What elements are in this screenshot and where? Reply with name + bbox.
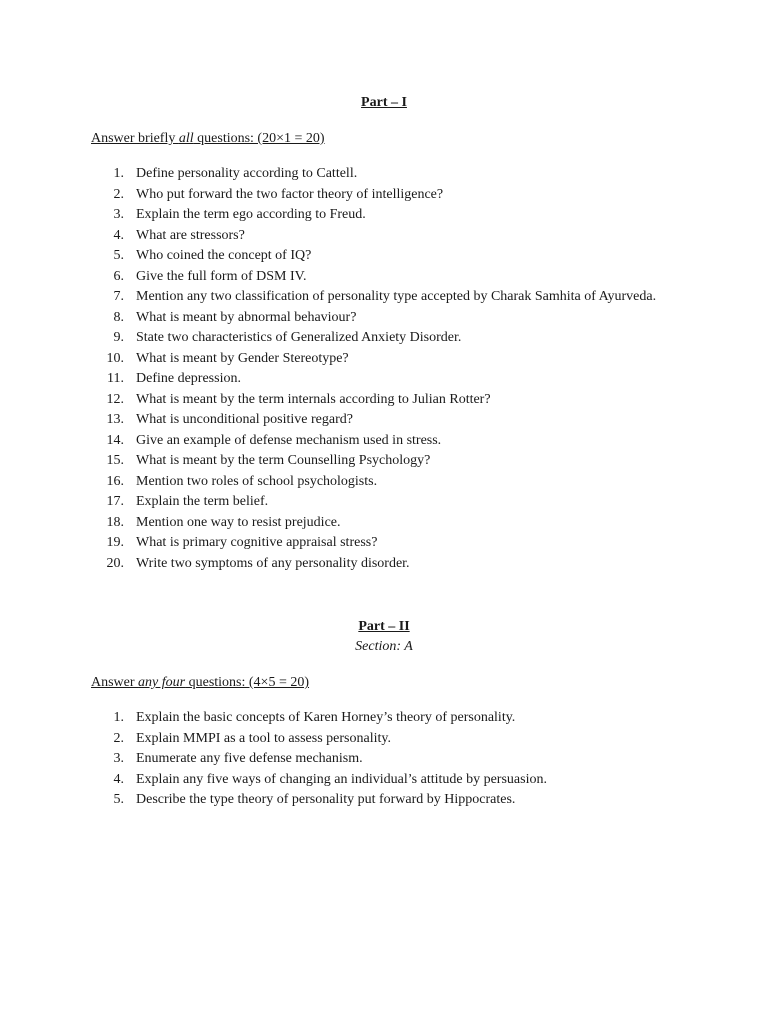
question-number: 1. xyxy=(113,166,124,181)
part-2-question-list xyxy=(91,708,679,811)
question-number: 14. xyxy=(106,432,124,448)
question-item xyxy=(91,790,679,811)
question-number: 4. xyxy=(113,227,124,243)
part-1-instruction xyxy=(91,130,325,148)
question-number: 6. xyxy=(113,268,124,284)
question-text: Give the full form of DSM IV. xyxy=(136,268,307,284)
part-2-section-label: Section: A xyxy=(355,639,413,654)
question-text: What is meant by the term internals according to Julian Rotter? xyxy=(136,391,491,407)
part-2-instruction-suffix: questions: (4×5 = 20) xyxy=(185,675,310,690)
question-item xyxy=(91,205,679,226)
question-text: Explain the term belief. xyxy=(136,494,269,509)
question-text: What is meant by the term Counselling Psychology? xyxy=(136,453,431,468)
question-text: Explain the term ego according to Freud. xyxy=(136,207,366,222)
question-item xyxy=(91,533,679,554)
question-text: What is primary cognitive appraisal stress? xyxy=(136,535,378,550)
question-text: Enumerate any five defense mechanism. xyxy=(136,751,363,766)
part-1-instruction-emphasis: all xyxy=(178,131,194,146)
question-item xyxy=(91,770,679,791)
question-text: Write two symptoms of any personality disorder. xyxy=(136,555,410,571)
question-text: Describe the type theory of personality put forward by Hippocrates. xyxy=(136,792,516,807)
question-item xyxy=(91,554,679,575)
part-1-title: Part – I xyxy=(361,95,407,110)
question-number: 20. xyxy=(106,555,124,571)
question-number: 4. xyxy=(113,771,124,787)
part-1-instruction-suffix: questions: (20×1 = 20) xyxy=(193,131,325,146)
question-item xyxy=(91,287,679,308)
part-2-instruction xyxy=(91,674,309,692)
part-1-instruction-prefix: Answer briefly xyxy=(91,131,179,146)
question-number: 9. xyxy=(113,330,124,345)
question-number: 3. xyxy=(113,751,124,766)
question-text: Mention two roles of school psychologists. xyxy=(136,473,378,489)
question-item xyxy=(91,729,679,750)
question-number: 16. xyxy=(106,473,124,489)
question-number: 2. xyxy=(113,186,124,202)
question-item xyxy=(91,246,679,267)
question-item xyxy=(91,492,679,513)
question-number: 11. xyxy=(107,371,124,386)
question-item xyxy=(91,226,679,247)
question-item xyxy=(91,328,679,349)
question-number: 5. xyxy=(113,248,124,263)
question-item xyxy=(91,749,679,770)
question-text: Define depression. xyxy=(136,371,241,386)
question-number: 7. xyxy=(113,289,124,304)
question-number: 5. xyxy=(113,792,124,807)
question-item xyxy=(91,410,679,431)
question-number: 17. xyxy=(106,494,124,509)
question-text: Who put forward the two factor theory of intelligence? xyxy=(136,186,444,202)
question-text: Give an example of defense mechanism used in stress. xyxy=(136,432,442,448)
question-text: Explain MMPI as a tool to assess personality. xyxy=(136,730,391,746)
question-number: 12. xyxy=(106,391,124,407)
question-text: Explain the basic concepts of Karen Horney’s theory of personality. xyxy=(136,710,516,725)
question-text: What is meant by Gender Stereotype? xyxy=(136,350,349,366)
question-item xyxy=(91,349,679,370)
question-text: What is unconditional positive regard? xyxy=(136,412,353,427)
question-item xyxy=(91,164,679,185)
question-number: 2. xyxy=(113,730,124,746)
part-2-instruction-prefix: Answer xyxy=(91,675,139,690)
question-item xyxy=(91,390,679,411)
question-text: Who coined the concept of IQ? xyxy=(136,248,312,263)
question-number: 3. xyxy=(113,207,124,222)
part-2-instruction-emphasis: any four xyxy=(138,675,186,690)
question-item xyxy=(91,708,679,729)
part-1-question-list xyxy=(91,164,679,574)
question-text: What are stressors? xyxy=(136,227,245,243)
question-text: Mention one way to resist prejudice. xyxy=(136,514,341,530)
question-item xyxy=(91,431,679,452)
question-item xyxy=(91,369,679,390)
question-text: Define personality according to Cattell. xyxy=(136,166,358,181)
question-number: 10. xyxy=(106,350,124,366)
question-item xyxy=(91,185,679,206)
question-item xyxy=(91,308,679,329)
part-2-title: Part – II xyxy=(358,619,410,634)
question-number: 18. xyxy=(106,514,124,530)
question-item xyxy=(91,267,679,288)
question-number: 15. xyxy=(106,453,124,468)
question-item xyxy=(91,513,679,534)
question-number: 8. xyxy=(113,309,124,325)
question-text: Explain any five ways of changing an individual’s attitude by persuasion. xyxy=(136,771,547,787)
question-text: State two characteristics of Generalized Anxiety Disorder. xyxy=(136,330,462,345)
question-text: What is meant by abnormal behaviour? xyxy=(136,309,357,325)
question-item xyxy=(91,451,679,472)
question-number: 19. xyxy=(106,535,124,550)
question-number: 1. xyxy=(113,710,124,725)
question-number: 13. xyxy=(106,412,124,427)
question-item xyxy=(91,472,679,493)
question-text: Mention any two classification of personality type accepted by Charak Samhita of Ayurveda. xyxy=(136,289,657,304)
